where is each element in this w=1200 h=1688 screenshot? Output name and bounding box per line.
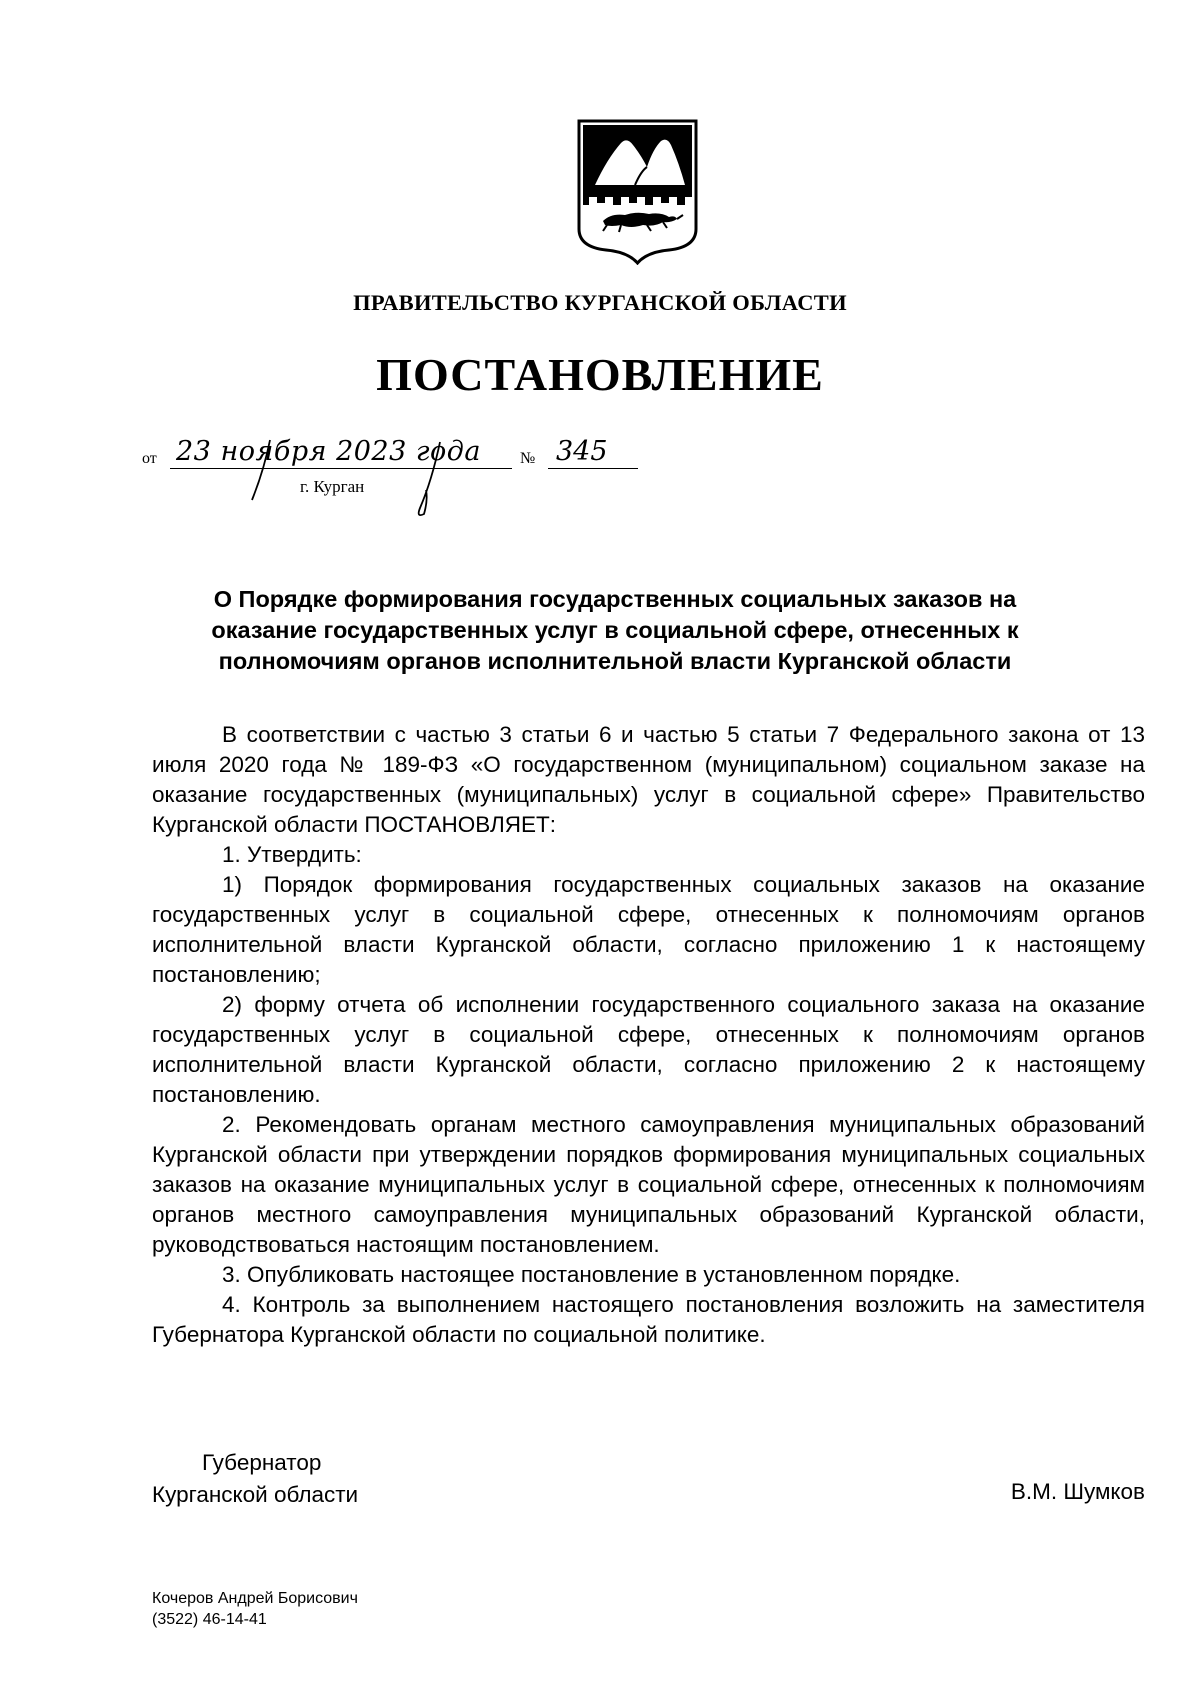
paragraph-item-1-2: 2) форму отчета об исполнении государственного социального заказа на оказание государственных услуг в социальной сфере, отнесенных к полномочиям органов исполнительной власти Курганской области, согласно приложению 2 к настоящему постановлению. <box>152 992 1145 1107</box>
subject-title <box>150 584 1080 677</box>
paragraph-item-2: 2. Рекомендовать органам местного самоуправления муниципальных образований Курганской области при утверждении порядков формирования муниципальных социальных заказов на оказание муниципальных услуг в социальной сфере, отнесенных к полномочиям органов местного самоуправления муниципальных образований Курганской области, руководствоваться настоящим постановлением. <box>152 1112 1145 1257</box>
city-label: г. Курган <box>300 477 365 496</box>
executor-phone: (3522) 46-14-41 <box>152 1611 267 1628</box>
number-underline <box>548 468 638 469</box>
paragraph-item-4: 4. Контроль за выполнением настоящего постановления возложить на заместителя Губернатора Курганской области по социальной политике. <box>152 1292 1145 1347</box>
signatory-position <box>152 1447 358 1511</box>
paragraph-item-1: 1. Утвердить: <box>222 842 362 867</box>
paragraph-preamble: В соответствии с частью 3 статьи 6 и частью 5 статьи 7 Федерального закона от 13 июля 2020 года № 189-ФЗ «О государственном (муниципальном) социальном заказе на оказание государственных (муниципальных) услуг в социальной сфере» Правительство Курганской области ПОСТАНОВЛЯЕТ: <box>152 722 1145 837</box>
government-name: ПРАВИТЕЛЬСТВО КУРГАНСКОЙ ОБЛАСТИ <box>353 290 847 315</box>
paragraph-item-1-1: 1) Порядок формирования государственных социальных заказов на оказание государственных услуг в социальной сфере, отнесенных к полномочиям органов исполнительной власти Курганской области, согласно приложению 1 к настоящему постановлению; <box>152 872 1145 987</box>
handwritten-date: 23 ноября 2023 года <box>176 436 481 467</box>
subject-line-1: О Порядке формирования государственных социальных заказов на <box>213 586 1017 612</box>
document-body <box>152 720 1145 1350</box>
executor-block <box>152 1588 358 1630</box>
document-type-title: ПОСТАНОВЛЕНИЕ <box>376 349 824 400</box>
paragraph-item-3: 3. Опубликовать настоящее постановление в установленном порядке. <box>222 1262 961 1287</box>
signatory-position-line-2: Курганской области <box>152 1482 359 1507</box>
executor-name: Кочеров Андрей Борисович <box>152 1590 358 1607</box>
signatory-position-line-1: Губернатор <box>202 1450 322 1475</box>
date-prefix: от <box>142 450 157 467</box>
subject-line-2: оказание государственных услуг в социальной сфере, отнесенных к <box>211 617 1019 643</box>
handwritten-strokes <box>240 430 480 530</box>
signatory-name: В.М. Шумков <box>1010 1479 1145 1504</box>
coat-of-arms-icon <box>577 119 698 265</box>
handwritten-number: 345 <box>556 436 608 467</box>
number-label: № <box>520 450 536 467</box>
subject-line-3: полномочиям органов исполнительной власти Курганской области <box>218 648 1012 674</box>
